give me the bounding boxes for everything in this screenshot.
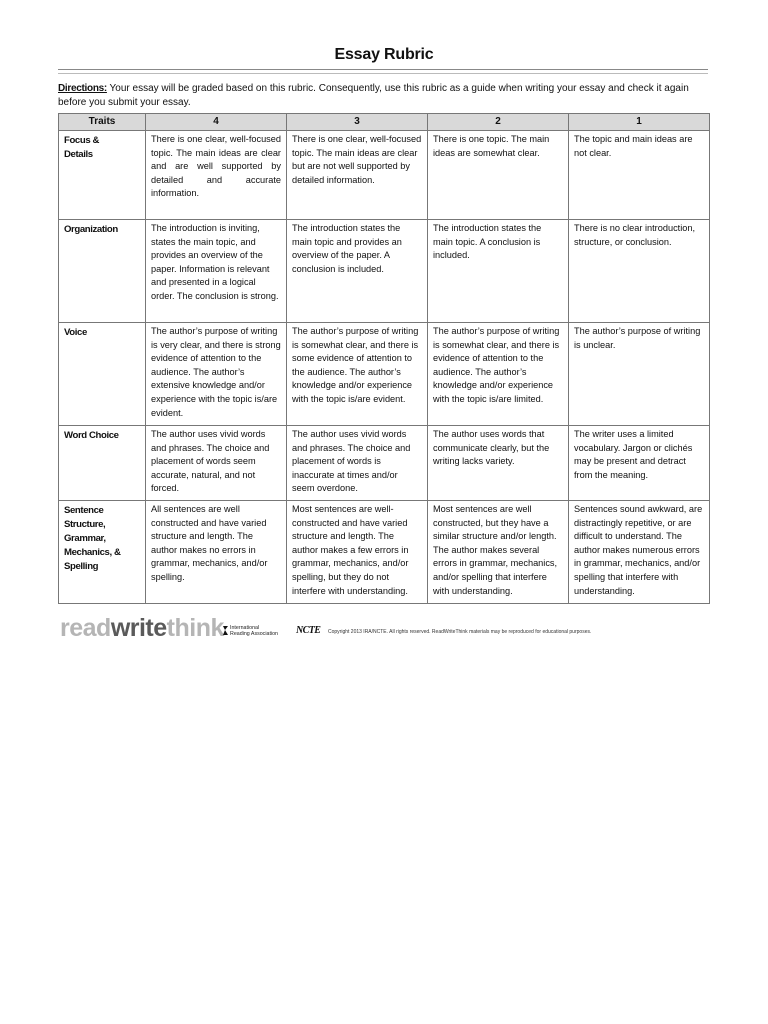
rubric-cell: The introduction is inviting, states the main topic, and provides an overview of the paper. Information is relevant and presented in a logical order. The conclusion is strong. bbox=[146, 220, 287, 323]
logo-think: think bbox=[166, 614, 224, 642]
header-score-1: 1 bbox=[569, 114, 710, 131]
rubric-cell: The author’s purpose of writing is somewhat clear, and there is evidence of attention to the audience. The author’s knowledge and/or experience with the topic is/are limited. bbox=[428, 323, 569, 426]
rubric-cell: Sentences sound awkward, are distractingly repetitive, or are difficult to understand. The author makes numerous errors in grammar, mechanics, and/or spelling that interfere with understanding. bbox=[569, 501, 710, 604]
readwritethink-logo bbox=[60, 614, 224, 643]
ncte-logo: NCTE bbox=[296, 625, 321, 636]
table-row bbox=[59, 220, 710, 323]
table-row bbox=[59, 131, 710, 220]
trait-label: Word Choice bbox=[59, 426, 146, 501]
title-divider-bottom bbox=[58, 73, 708, 74]
rubric-cell: The introduction states the main topic. A conclusion is included. bbox=[428, 220, 569, 323]
rubric-cell: There is one topic. The main ideas are somewhat clear. bbox=[428, 131, 569, 220]
title-divider-top bbox=[58, 69, 708, 70]
rubric-cell: The writer uses a limited vocabulary. Jargon or clichés may be present and detract from the meaning. bbox=[569, 426, 710, 501]
rubric-cell: Most sentences are well-constructed and have varied structure and length. The author makes a few errors in grammar, mechanics, and/or spelling, but they do not interfere with understanding. bbox=[287, 501, 428, 604]
table-row bbox=[59, 501, 710, 604]
directions bbox=[58, 82, 708, 110]
logo-write: write bbox=[110, 614, 167, 642]
rubric-cell: There is one clear, well-focused topic. The main ideas are clear but are not well supported by detailed information. bbox=[287, 131, 428, 220]
rubric-cell: The author uses vivid words and phrases. The choice and placement of words is inaccurate at times and/or seem overdone. bbox=[287, 426, 428, 501]
rubric-cell: The topic and main ideas are not clear. bbox=[569, 131, 710, 220]
table-header-row bbox=[59, 114, 710, 131]
rubric-cell: The author uses words that communicate clearly, but the writing lacks variety. bbox=[428, 426, 569, 501]
table-row bbox=[59, 426, 710, 501]
trait-label: Sentence Structure, Grammar, Mechanics, & Spelling bbox=[59, 501, 146, 604]
header-traits: Traits bbox=[59, 114, 146, 131]
rubric-cell: The author’s purpose of writing is somewhat clear, and there is some evidence of attention to the audience. The author’s knowledge and/or experience with the topic is/are evident. bbox=[287, 323, 428, 426]
rubric-cell: The author’s purpose of writing is unclear. bbox=[569, 323, 710, 426]
trait-label: Organization bbox=[59, 220, 146, 323]
ira-logo bbox=[230, 625, 278, 637]
header-score-2: 2 bbox=[428, 114, 569, 131]
ira-mark-icon bbox=[222, 625, 229, 636]
footer bbox=[58, 614, 708, 648]
page-title: Essay Rubric bbox=[334, 46, 434, 63]
header-score-4: 4 bbox=[146, 114, 287, 131]
rubric-cell: The author uses vivid words and phrases. The choice and placement of words seem accurate, natural, and not forced. bbox=[146, 426, 287, 501]
rubric-cell: The author’s purpose of writing is very clear, and there is strong evidence of attention to the audience. The author’s extensive knowledge and/or experience with the topic is/are evident. bbox=[146, 323, 287, 426]
rubric-cell: The introduction states the main topic and provides an overview of the paper. A conclusion is included. bbox=[287, 220, 428, 323]
table-row bbox=[59, 323, 710, 426]
logo-read: read bbox=[60, 614, 111, 642]
ira-line-1: International bbox=[230, 625, 260, 631]
rubric-cell: Most sentences are well constructed, but they have a similar structure and/or length. The author makes several errors in grammar, mechanics, and/or spelling that interfere with understanding. bbox=[428, 501, 569, 604]
header-score-3: 3 bbox=[287, 114, 428, 131]
copyright-text: Copyright 2013 IRA/NCTE. All rights reserved. ReadWriteThink materials may be reproduced for educational purposes. bbox=[328, 629, 592, 635]
ira-line-2: Reading Association bbox=[230, 631, 278, 637]
directions-label: Directions: bbox=[58, 83, 107, 94]
rubric-table bbox=[58, 113, 710, 604]
trait-label: Voice bbox=[59, 323, 146, 426]
rubric-cell: All sentences are well constructed and have varied structure and length. The author makes no errors in grammar, mechanics, and/or spelling. bbox=[146, 501, 287, 604]
directions-text: Your essay will be graded based on this rubric. Consequently, use this rubric as a guide when writing your essay and check it again before you submit your essay. bbox=[58, 83, 689, 108]
rubric-cell: There is no clear introduction, structure, or conclusion. bbox=[569, 220, 710, 323]
rubric-cell: There is one clear, well-focused topic. The main ideas are clear and are well supported by detailed and accurate information. bbox=[146, 131, 287, 220]
trait-label: Focus & Details bbox=[59, 131, 146, 220]
